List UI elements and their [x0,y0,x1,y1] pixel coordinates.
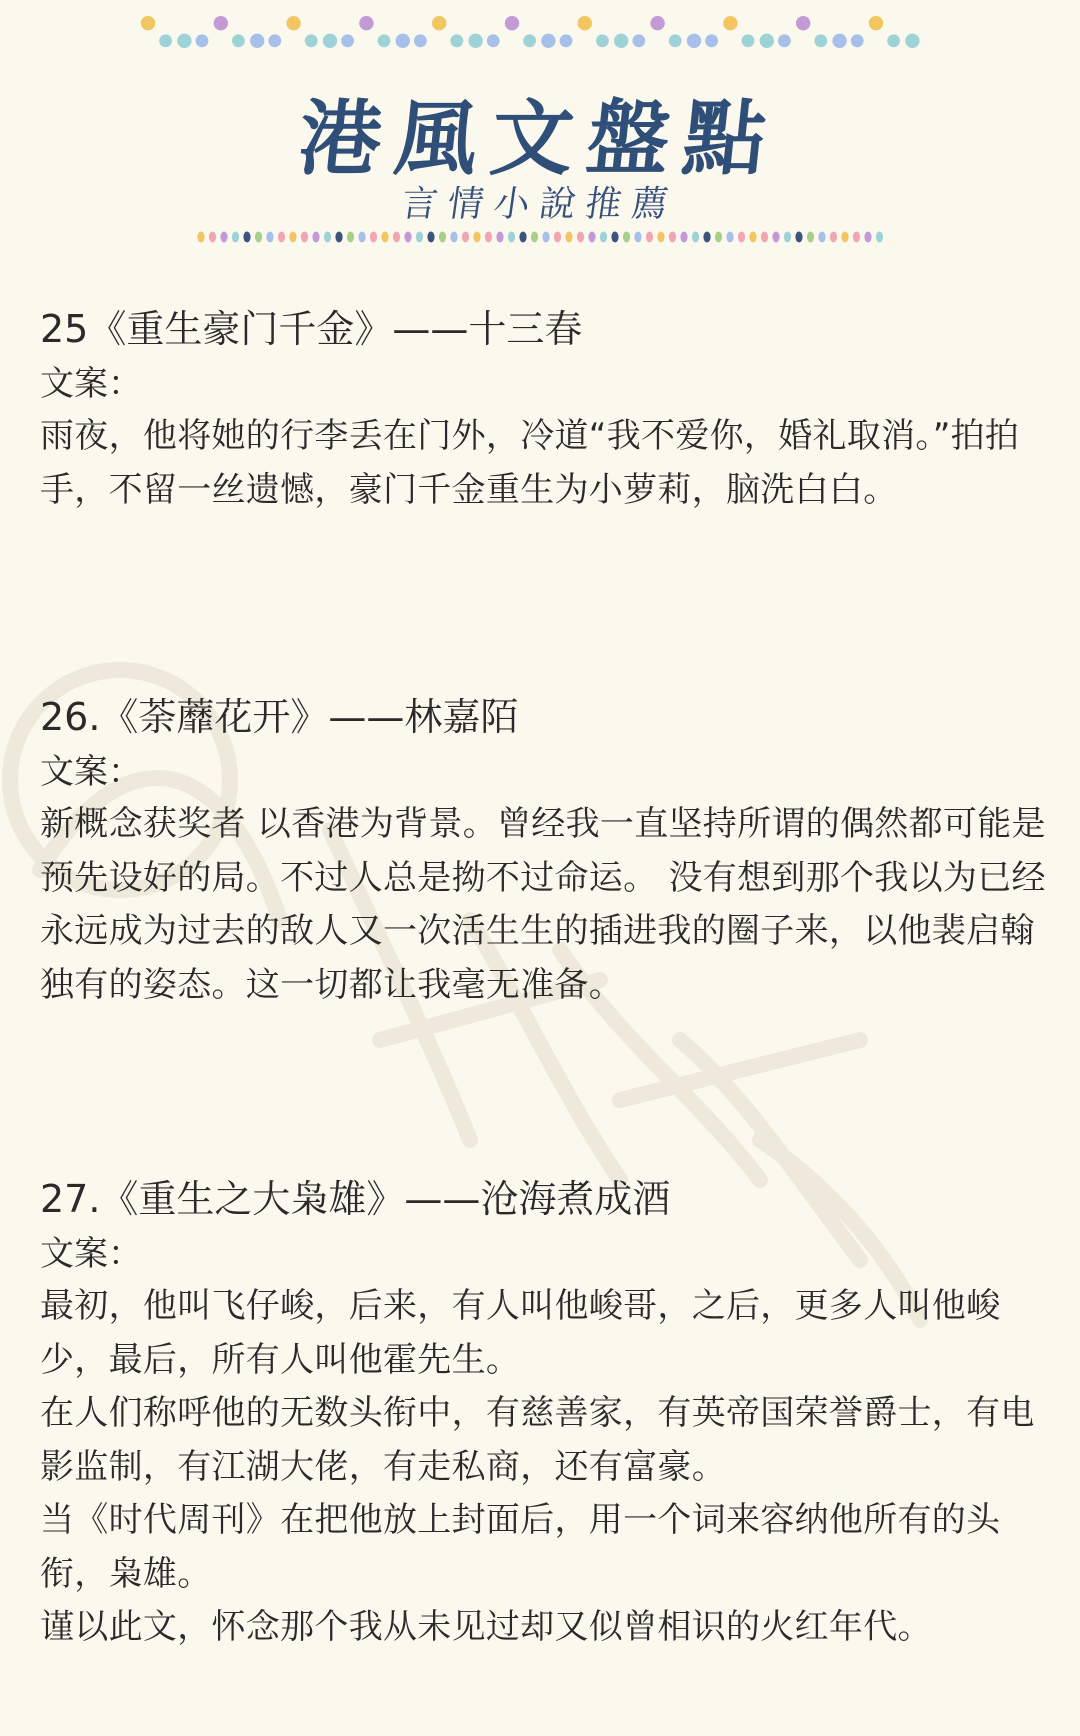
decor-dot [565,232,572,243]
decor-dot [600,232,607,243]
decor-dot [749,232,756,243]
synopsis-text [40,1280,1050,1655]
decor-dot [650,16,664,30]
decor-dot [814,34,827,47]
decor-dot [680,232,687,243]
decor-dot [726,232,733,243]
decor-dot [347,232,354,243]
decor-dot [462,232,469,243]
decor-dot [723,16,737,30]
decor-dot [214,16,228,30]
decor-dot [541,34,555,48]
decor-dot [876,232,883,243]
decor-dot [657,232,664,243]
decor-dot [596,34,609,47]
synopsis-paragraph: 新概念获奖者 以香港为背景。曾经我一直坚持所谓的偶然都可能是预先设好的局。不过人总是拗不过命运。 没有想到那个我以为已经永远成为过去的敌人又一次活生生的插进我的圈子来，以他裴启翰独有的姿态。这一切都让我毫无准备。 [40,804,1046,1005]
decor-dot [289,232,296,243]
decor-dot [772,232,779,243]
decor-dot [468,34,482,48]
decor-dot [632,34,645,47]
decor-dot [393,232,400,243]
decor-dot [341,34,354,47]
decor-dot [159,34,172,47]
decor-dot [232,232,239,243]
decor-dot [312,232,319,243]
divider-dot-line-icon [196,230,886,244]
decor-dot [614,34,628,48]
decor-dot [519,232,526,243]
decor-dot [250,34,264,48]
decor-dot [905,34,919,48]
decor-dot [450,232,457,243]
decor-dot [358,232,365,243]
decor-dot [381,232,388,243]
decor-dot [432,16,446,30]
decor-dot [404,232,411,243]
decor-dot [508,232,515,243]
decor-dot [232,34,245,47]
book-title: 25《重生豪门千金》——十三春 [40,307,583,351]
decor-dot [396,34,410,48]
decor-dot [887,34,900,47]
book-title: 26.《荼蘼花开》——林嘉陌 [40,695,519,739]
decor-dot [301,232,308,243]
decor-dot [703,232,710,243]
decor-dot [832,34,846,48]
decor-dot [760,34,774,48]
decor-dot [243,232,250,243]
synopsis-label: 文案： [40,1234,142,1274]
book-entry [40,1170,1050,1655]
decor-dot [177,34,191,48]
decor-dot [761,232,768,243]
synopsis-paragraph: 在人们称呼他的无数头衔中，有慈善家，有英帝国荣誉爵士，有电影监制，有江湖大佬，有走私商，还有富豪。 [40,1393,1035,1487]
decor-dot [669,34,682,47]
decor-dot [778,34,791,47]
decor-dot [869,16,883,30]
decor-dot [830,232,837,243]
decor-dot [554,232,561,243]
decor-dot [687,34,701,48]
decor-dot [220,232,227,243]
decor-dot [577,232,584,243]
synopsis-label: 文案： [40,752,142,792]
book-title: 27.《重生之大枭雄》——沧海煮成酒 [40,1177,671,1221]
synopsis-paragraph: 谨以此文，怀念那个我从未见过却又似曾相识的火红年代。 [40,1607,932,1647]
decor-dot [738,232,745,243]
decor-dot [266,232,273,243]
decor-dot [416,232,423,243]
synopsis-paragraph: 雨夜，他将她的行李丢在门外，冷道“我不爱你，婚礼取消。”拍拍手，不留一丝遗憾，豪门千金重生为小萝莉，脑洗白白。 [40,416,1020,510]
decor-dot [634,232,641,243]
decor-dot [305,34,318,47]
page-title: 港風文盤點 [294,91,785,187]
synopsis-paragraph: 最初，他叫飞仔峻，后来，有人叫他峻哥，之后，更多人叫他峻少，最后，所有人叫他霍先生。 [40,1286,1001,1380]
header [0,0,1080,260]
top-dot-border-icon [40,12,1040,52]
decor-dot [796,16,810,30]
decor-dot [742,34,755,47]
decor-dot [209,232,216,243]
decor-dot [818,232,825,243]
decor-dot [715,232,722,243]
decor-dot [378,34,391,47]
decor-dot [439,232,446,243]
decor-dot [611,232,618,243]
decor-dot [286,16,300,30]
book-entry [40,300,1050,517]
synopsis-text [40,410,1050,517]
synopsis-label: 文案： [40,364,142,404]
decor-dot [646,232,653,243]
decor-dot [692,232,699,243]
decor-dot [324,232,331,243]
decor-dot [335,232,342,243]
decor-dot [505,16,519,30]
decor-dot [669,232,676,243]
decor-dot [496,232,503,243]
decor-dot [623,232,630,243]
decor-dot [542,232,549,243]
page-subtitle: 言情小說推薦 [398,184,681,225]
decor-dot [473,232,480,243]
decor-dot [414,34,427,47]
decor-dot [487,34,500,47]
decor-dot [278,232,285,243]
decor-dot [531,232,538,243]
decor-dot [450,34,463,47]
decor-dot [427,232,434,243]
decor-dot [197,232,204,243]
decor-dot [523,34,536,47]
decor-dot [784,232,791,243]
decor-dot [705,34,718,47]
decor-dot [255,232,262,243]
decor-dot [588,232,595,243]
decor-dot [853,232,860,243]
synopsis-paragraph: 当《时代周刊》在把他放上封面后，用一个词来容纳他所有的头衔，枭雄。 [40,1500,1001,1594]
decor-dot [196,34,209,47]
decor-dot [370,232,377,243]
decor-dot [795,232,802,243]
decor-dot [841,232,848,243]
book-entry [40,688,1050,1012]
decor-dot [323,34,337,48]
decor-dot [578,16,592,30]
decor-dot [359,16,373,30]
decor-dot [864,232,871,243]
decor-dot [851,34,864,47]
decor-dot [485,232,492,243]
decor-dot [807,232,814,243]
decor-dot [141,16,155,30]
decor-dot [560,34,573,47]
decor-dot [268,34,281,47]
synopsis-text [40,798,1050,1012]
